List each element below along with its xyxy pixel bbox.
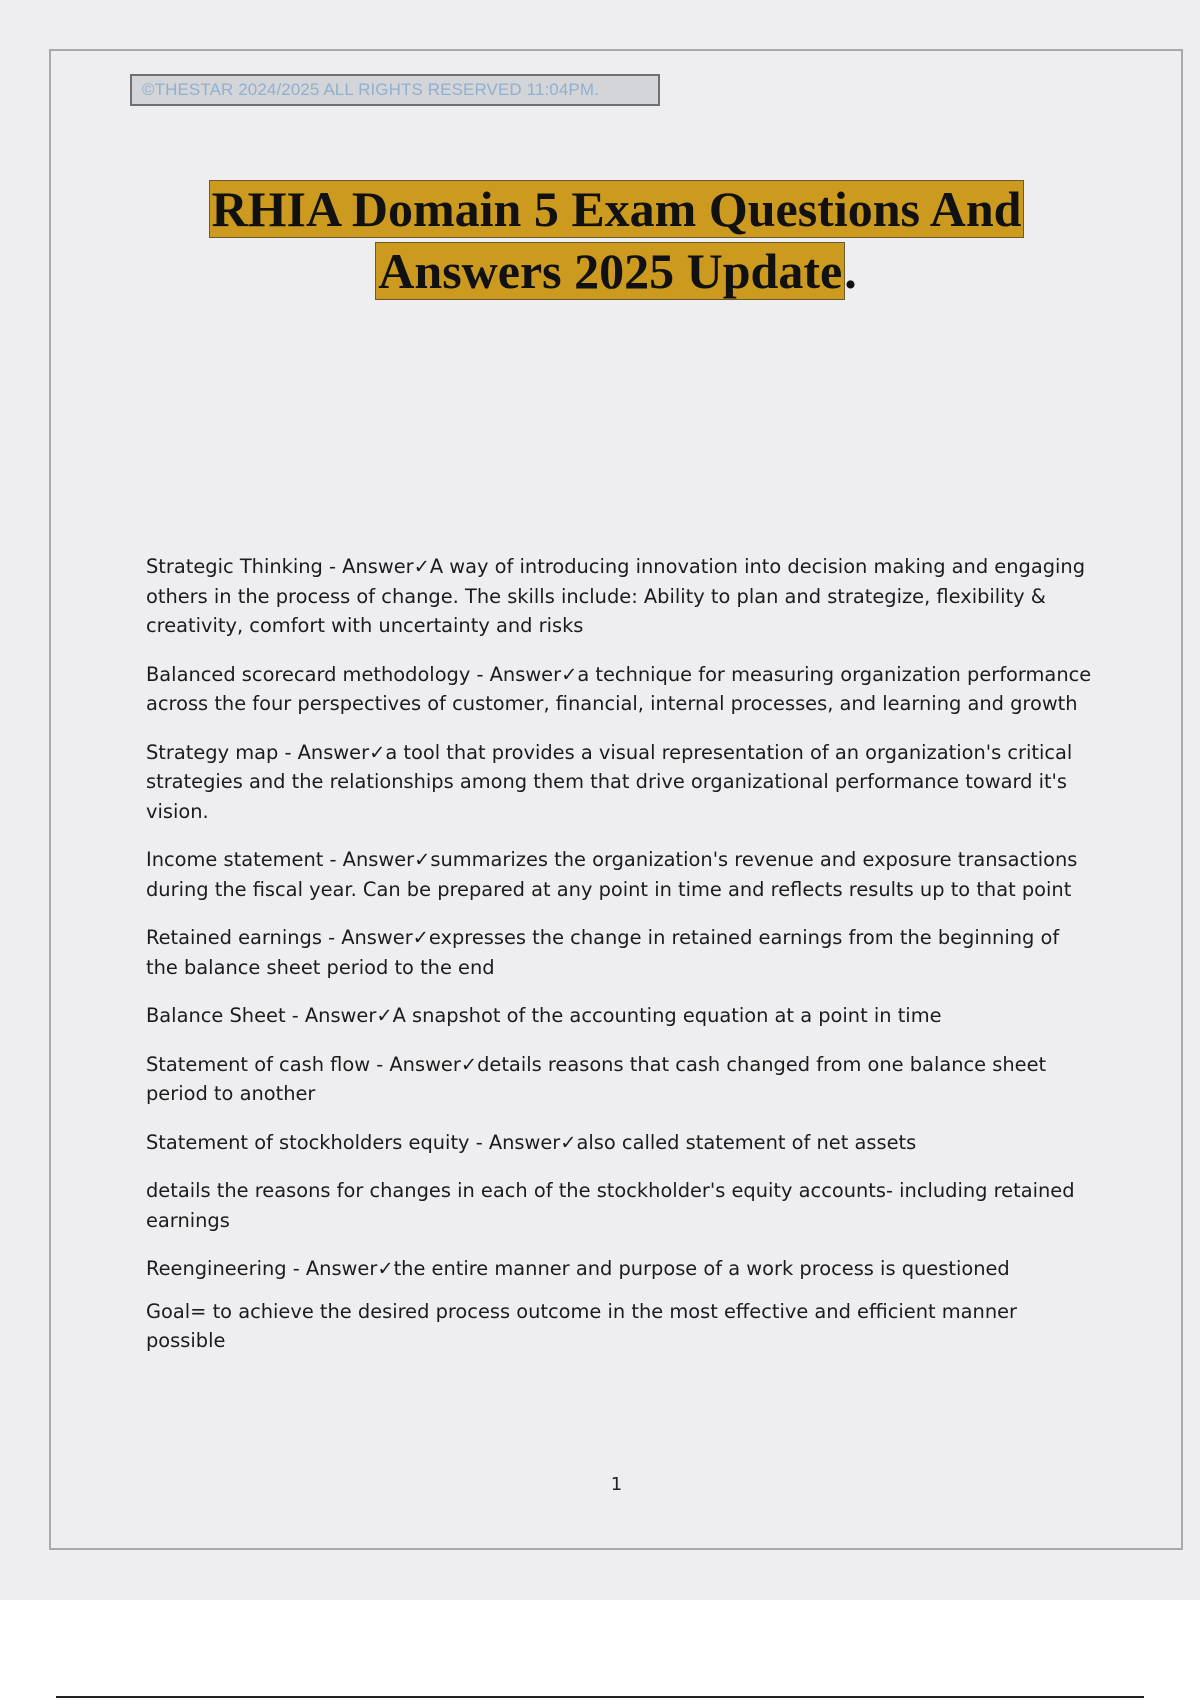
page-number: 1	[610, 1474, 623, 1495]
title-line-2: Answers 2025 Update	[378, 243, 843, 299]
term: Strategic Thinking	[146, 555, 323, 578]
term: Retained earnings	[146, 926, 322, 949]
answer-prefix: - Answer	[278, 740, 370, 764]
answer-prefix: - Answer	[469, 1130, 561, 1154]
answer: A snapshot of the accounting equation at a point in time	[392, 1004, 942, 1027]
check-icon: ✓	[377, 1257, 394, 1280]
answer: a tool that provides a visual representation of an organization's critical strategies and the relationships among them that drive organizational performance toward it's vision.	[146, 740, 1073, 823]
title-line-1: RHIA Domain 5 Exam Questions And	[211, 181, 1022, 237]
answer: summarizes the organization's revenue and exposure transactions during the fiscal year. Can be prepared at any point in time and reflects results up to that point	[146, 848, 1078, 901]
answer: expresses the change in retained earnings from the beginning of the balance sheet period to the end	[146, 926, 1060, 979]
term: Balanced scorecard methodology	[146, 662, 471, 686]
qa-continuation: details the reasons for changes in each of the stockholder's equity accounts- including retained earnings	[146, 1179, 1075, 1232]
answer: the entire manner and purpose of a work process is questioned	[393, 1257, 1010, 1280]
answer-prefix: - Answer	[285, 1004, 377, 1027]
term: Statement of stockholders equity	[146, 1130, 470, 1154]
check-icon: ✓	[460, 1052, 478, 1076]
qa-entry	[146, 1254, 1096, 1284]
answer: details reasons that cash changed from one balance sheet period to another	[146, 1052, 1047, 1105]
qa-entry	[146, 738, 1096, 827]
next-page-divider	[56, 1696, 1144, 1698]
qa-entry	[146, 1001, 1096, 1031]
document-title	[100, 178, 1133, 302]
qa-entry	[146, 923, 1096, 982]
qa-entry	[146, 552, 1096, 641]
answer: A way of introducing innovation into decision making and engaging others in the process of change. The skills include: Ability to plan and strategize, flexibility & creativity, comfort with uncertainty and risks	[146, 555, 1086, 637]
term: Balance Sheet	[146, 1004, 286, 1027]
check-icon: ✓	[414, 848, 431, 871]
check-icon: ✓	[412, 926, 429, 949]
check-icon: ✓	[369, 740, 386, 764]
answer-prefix: - Answer	[321, 926, 413, 949]
qa-continuation: Goal= to achieve the desired process outcome in the most effective and efficient manner possible	[146, 1299, 1018, 1352]
check-icon: ✓	[561, 662, 578, 686]
term: Reengineering	[146, 1257, 287, 1280]
answer-prefix: - Answer	[322, 555, 414, 578]
title-period: .	[844, 243, 857, 299]
term: Statement of cash flow	[146, 1052, 371, 1076]
check-icon: ✓	[560, 1130, 577, 1154]
qa-entry	[146, 1128, 1096, 1158]
answer: also called statement of net assets	[576, 1130, 917, 1154]
qa-list	[146, 552, 1096, 1356]
answer-prefix: - Answer	[286, 1257, 378, 1280]
qa-entry	[146, 1050, 1096, 1109]
answer-prefix: - Answer	[323, 848, 415, 871]
check-icon: ✓	[376, 1004, 393, 1027]
qa-entry	[146, 660, 1096, 719]
copyright-watermark: ©THESTAR 2024/2025 ALL RIGHTS RESERVED 11:04PM.	[130, 74, 660, 106]
term: Strategy map	[146, 740, 279, 764]
check-icon: ✓	[413, 555, 430, 578]
qa-entry	[146, 845, 1096, 904]
answer-prefix: - Answer	[470, 662, 562, 686]
answer-prefix: - Answer	[370, 1052, 461, 1076]
term: Income statement	[146, 848, 324, 871]
answer: a technique for measuring organization performance across the four perspectives of customer, financial, internal processes, and learning and growth	[146, 662, 1092, 715]
